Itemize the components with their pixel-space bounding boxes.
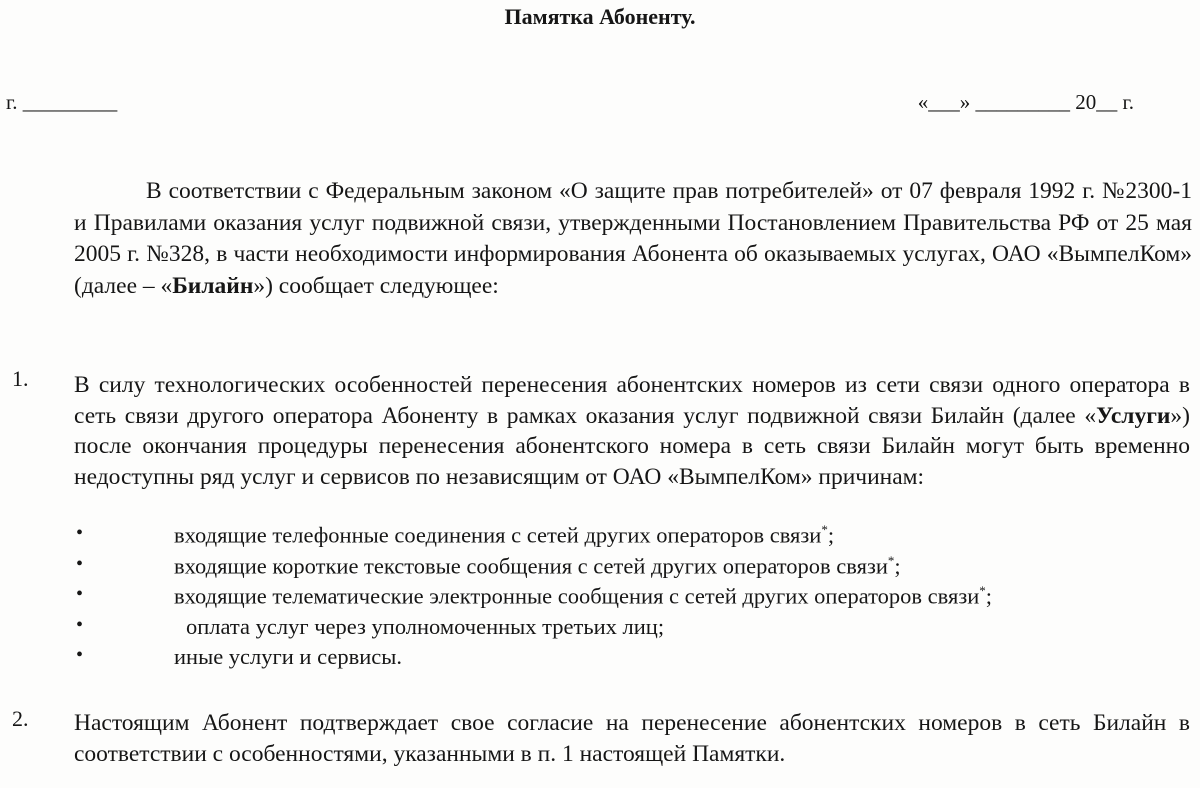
footnote-mark: * — [821, 522, 828, 537]
bullet-item — [0, 612, 1200, 643]
city-field: г. _________ — [6, 90, 118, 114]
date-field: «___» _________ 20__ г. — [917, 90, 1134, 114]
bullet-text: входящие телематические электронные сообщения с сетей других операторов связи*; — [174, 583, 993, 609]
item-1-term: Услуги — [1096, 402, 1171, 429]
bullet-item — [0, 581, 1200, 612]
item-1-bullet-list — [0, 520, 1200, 673]
bullet-text: входящие телефонные соединения с сетей других операторов связи*; — [174, 522, 835, 548]
bullet-symbol: • — [76, 613, 84, 636]
bullet-text: иные услуги и сервисы. — [174, 644, 402, 669]
item-1-text-2: ») после окончания процедуры перенесения абонентского номера в сеть связи Билайн могут быть временно недоступны ряд услуг и сервисов по независящим от ОАО «ВымпелКом» причинам: — [74, 402, 1190, 490]
item-2-paragraph: Настоящим Абонент подтверждает свое согласие на перенесение абонентских номеров в сеть Билайн в соответствии с особенностями, указанными в п. 1 настоящей Памятки. — [74, 710, 1190, 767]
bullet-item — [0, 551, 1200, 582]
item-1-paragraph — [74, 370, 1190, 492]
intro-paragraph — [74, 176, 1192, 302]
bullet-text: входящие короткие текстовые сообщения с сетей других операторов связи*; — [174, 552, 901, 578]
intro-text-2: ») сообщает следующее: — [253, 272, 499, 299]
bullet-symbol: • — [76, 644, 84, 666]
bullet-symbol: • — [76, 583, 84, 605]
bullet-item — [0, 642, 1200, 673]
item-2-number: 2. — [12, 706, 29, 731]
item-1-text-1: В силу технологических особенностей перенесения абонентских номеров из сети связи одного оператора в сеть связи другого оператора Абоненту в рамках оказания услуг подвижной связи Билайн (далее « — [74, 372, 1190, 429]
bullet-symbol: • — [76, 552, 84, 575]
footnote-mark: * — [887, 552, 895, 568]
intro-text-1: В соответствии с Федеральным законом «О защите прав потребителей» от 07 февраля 1992 г. №2300-1 и Правилами оказания услуг подвижной связи, утвержденными Постановлением Правительства РФ от 25 мая 2005 г. №328, в части необходимости информирования Абонента об оказываемых услугах, ОАО «ВымпелКом» (далее – « — [74, 178, 1192, 299]
footnote-mark: * — [979, 583, 986, 598]
document-title: Памятка Абоненту. — [504, 4, 696, 29]
bullet-symbol: • — [76, 522, 84, 544]
intro-brand: Билайн — [172, 272, 254, 299]
item-1-number: 1. — [12, 366, 29, 391]
bullet-text: оплата услуг через уполномоченных третьих лиц; — [186, 613, 665, 639]
bullet-item — [0, 520, 1200, 551]
